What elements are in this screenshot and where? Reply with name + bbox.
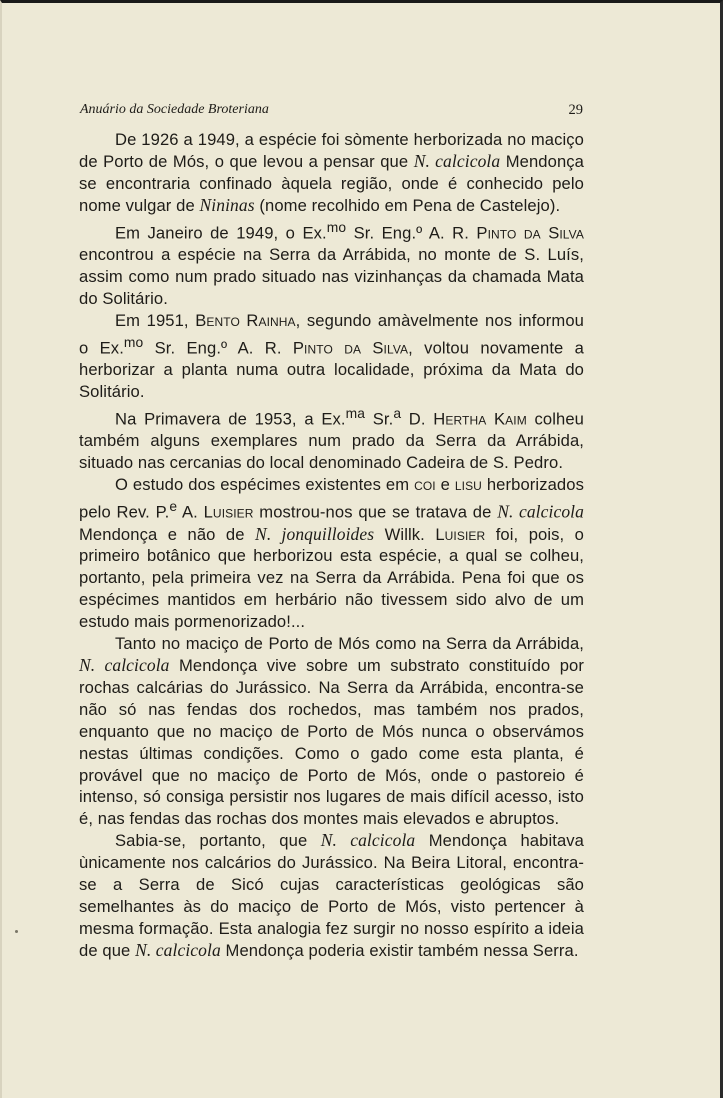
body-text	[79, 129, 584, 962]
text-run: Mendonça habitava ùnicamente nos calcários do Jurássico. Na Beira Litoral, encontra-se a Serra de Sicó cujas características geológicas são semelhantes às do maciço de Porto de Mós, visto pertencer à mesma formação. Esta analogia fez surgir no nosso espírito a ideia de que	[79, 831, 584, 960]
species-name: N. calcicola	[320, 830, 416, 851]
text-run: Sr.	[365, 409, 394, 429]
person-name: Luisier	[203, 502, 254, 522]
text-run: encontrou a espécie na Serra da Arrábida, no monte de S. Luís, assim como num prado situado nas vizinhanças da chamada Mata do Solitário.	[79, 245, 584, 308]
vernacular-name: Nininas	[199, 194, 255, 215]
text-run: Mendonça se encontraria confinado àquela região, onde é conhecido pelo nome vulgar de	[79, 151, 584, 215]
text-run: De 1926 a 1949, a espécie foi sòmente herborizada no maciço de Porto de Mós, o que levou a pensar que	[79, 130, 584, 171]
page-speck	[15, 930, 18, 933]
superscript: ma	[345, 404, 366, 421]
text-run: Sabia-se, portanto, que	[115, 831, 321, 851]
paragraph-4	[79, 403, 584, 474]
text-run: Sr. Eng.º A. R.	[143, 338, 293, 358]
text-run: Sr. Eng.º A. R.	[346, 223, 477, 243]
paragraph-7	[79, 830, 584, 961]
text-run: colheu também alguns exemplares num prado da Serra da Arrábida, situado nas cercanias do local denominado Cadeira de S. Pedro.	[79, 409, 584, 473]
species-name: N. calcicola	[413, 150, 501, 171]
text-run: , segundo amàvelmente nos informou o Ex.	[79, 310, 585, 358]
text-run: Mendonça e não de	[79, 524, 256, 544]
paragraph-5	[79, 474, 584, 633]
text-run: A.	[177, 502, 204, 522]
running-head: Anuário da Sociedade Broteriana	[80, 102, 269, 117]
herbarium-code: lisu	[454, 475, 482, 495]
text-run: D.	[401, 409, 434, 429]
text-run: e	[435, 475, 455, 495]
superscript: a	[393, 404, 402, 421]
text-run: Willk.	[374, 524, 436, 544]
species-name: N. jonquilloides	[255, 523, 375, 544]
text-run: foi, pois, o primeiro botânico que herborizou esta espécie, a qual se colheu, portanto, pela primeira vez na Serra da Arrábida. Pena foi que os espécimes mantidos em herbário não tivessem sido alvo de um estudo mais pormenorizado!...	[79, 524, 585, 632]
text-run: (nome recolhido em Pena de Castelejo).	[254, 195, 561, 215]
text-run: Mendonça vive sobre um substrato constituído por rochas calcárias do Jurássico. Na Serra da Arrábida, encontra-se não só nas fendas dos rochedos, mas também nos prados, enquanto que no maciço de Porto de Mós nunca o observámos nestas últimas condições. Como o gado come esta planta, é provável que no maciço de Porto de Mós, onde o pastoreio é intenso, só consiga persistir nos lugares de mais difícil acesso, isto é, nas fendas das rochas dos montes mais elevados e abruptos.	[79, 655, 584, 829]
person-name: Bento Rainha	[195, 310, 296, 330]
text-run: mostrou-nos que se tratava de	[253, 502, 498, 522]
text-run: Em Janeiro de 1949, o Ex.	[115, 223, 327, 243]
paragraph-1	[79, 129, 584, 217]
herbarium-code: coi	[414, 475, 436, 495]
superscript: mo	[123, 333, 144, 350]
text-run: Mendonça poderia existir também nessa Serra.	[220, 940, 579, 960]
paragraph-2	[79, 217, 584, 310]
species-name: N. calcicola	[135, 939, 221, 960]
superscript: e	[169, 498, 178, 515]
person-name: Pinto da Silva	[476, 223, 584, 243]
paragraph-3	[79, 310, 584, 403]
text-run: O estudo dos espécimes existentes em	[115, 475, 415, 495]
text-run: Na Primavera de 1953, a Ex.	[115, 409, 346, 429]
person-name: Hertha Kaim	[433, 409, 527, 429]
page-number: 29	[568, 102, 583, 118]
species-name: N. calcicola	[79, 654, 170, 675]
text-run: herborizados pelo Rev. P.	[79, 475, 584, 522]
person-name: Luisier	[435, 524, 486, 544]
person-name: Pinto da Silva	[292, 338, 409, 358]
text-run: , voltou novamente a herborizar a planta numa outra localidade, próxima da Mata do Solitário.	[79, 338, 584, 402]
text-run: Tanto no maciço de Porto de Mós como na Serra da Arrábida,	[115, 634, 584, 654]
superscript: mo	[326, 218, 347, 235]
paragraph-6	[79, 633, 584, 830]
species-name: N. calcicola	[497, 501, 584, 522]
text-run: Em 1951,	[115, 310, 196, 330]
